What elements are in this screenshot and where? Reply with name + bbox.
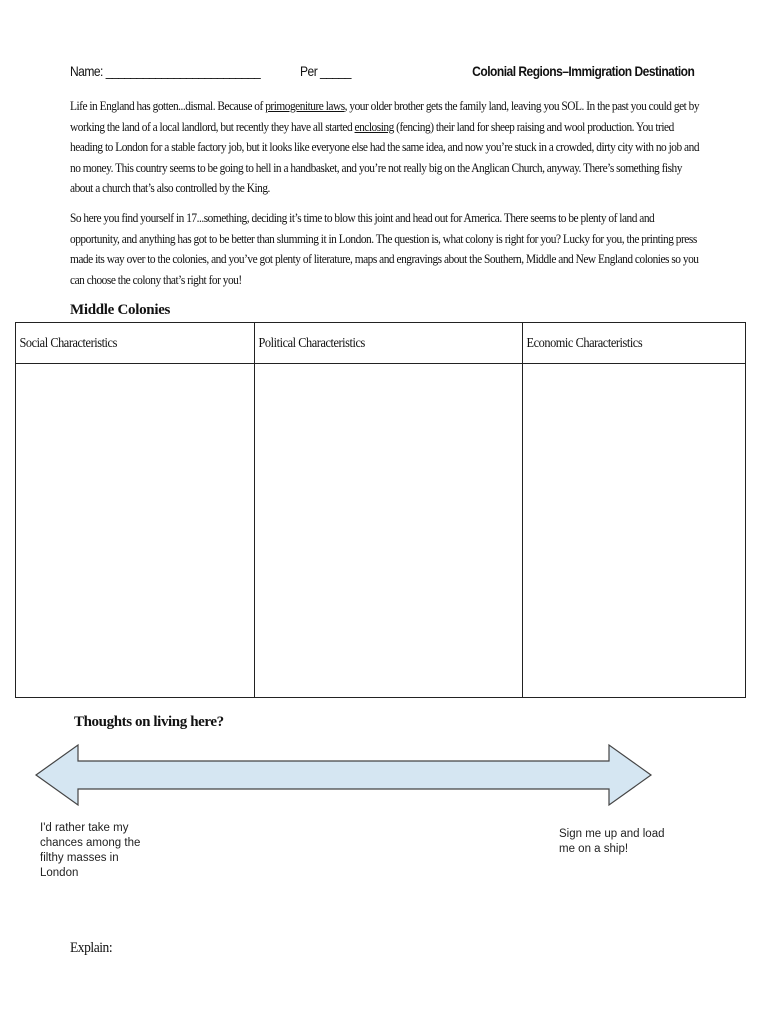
name-field-label[interactable]: Name: _________________________ xyxy=(70,63,261,79)
table-body-row xyxy=(16,364,746,698)
table-header-row xyxy=(16,323,746,364)
double-arrow-icon xyxy=(36,745,651,805)
social-answer-cell[interactable] xyxy=(16,364,255,698)
explain-label: Explain: xyxy=(70,940,113,956)
header-cell-social xyxy=(16,323,255,364)
page-title: Colonial Regions–Immigration Destination xyxy=(471,63,694,79)
thoughts-heading: Thoughts on living here? xyxy=(74,714,224,730)
opinion-scale-arrow[interactable] xyxy=(34,743,654,807)
header-cell-political xyxy=(255,323,523,364)
intro-text-b: , your older brother gets the family land, leaving you SOL. In the past you could get by working the land of a local landlord, but recently they have all started xyxy=(70,98,700,134)
column-social-label: Social Characteristics xyxy=(19,336,117,351)
primogeniture-term: primogeniture laws xyxy=(265,98,345,113)
header-cell-economic xyxy=(523,323,746,364)
intro-paragraph-1 xyxy=(70,96,700,199)
column-economic-label: Economic Characteristics xyxy=(526,336,643,351)
scale-left-label: I'd rather take my chances among the filthy masses in London xyxy=(40,822,141,879)
intro-text-a: Life in England has gotten...dismal. Because of xyxy=(70,98,266,113)
intro-text-c: (fencing) their land for sheep raising and wool production. You tried heading to London for a stable factory job, but it looks like everyone else had the same idea, and now you’re stuck in a crowded, dirty city with no job and no money. This country seems to be going to hell in a handbasket, and you’re not really big on the Anglican Church, anyway. There’s something fishy about a church that’s also controlled by the King. xyxy=(70,118,700,196)
section-title: Middle Colonies xyxy=(70,302,171,318)
period-field-label[interactable]: Per _____ xyxy=(300,63,351,79)
intro-paragraph-2: So here you find yourself in 17...something, deciding it’s time to blow this joint and head out for America. There seems to be plenty of land and opportunity, and anything has got to be better than slumming it in London. The question is, what colony is right for you? Lucky for you, the printing press made its way over to the colonies, and you’ve got plenty of literature, maps and engravings about the Southern, Middle and New England colonies so you can choose the colony that’s right for you! xyxy=(70,210,699,287)
economic-answer-cell[interactable] xyxy=(523,364,746,698)
column-political-label: Political Characteristics xyxy=(258,336,365,351)
political-answer-cell[interactable] xyxy=(255,364,523,698)
scale-right-label: Sign me up and load me on a ship! xyxy=(559,828,665,855)
enclosing-term: enclosing xyxy=(354,118,394,134)
characteristics-table xyxy=(15,322,746,698)
